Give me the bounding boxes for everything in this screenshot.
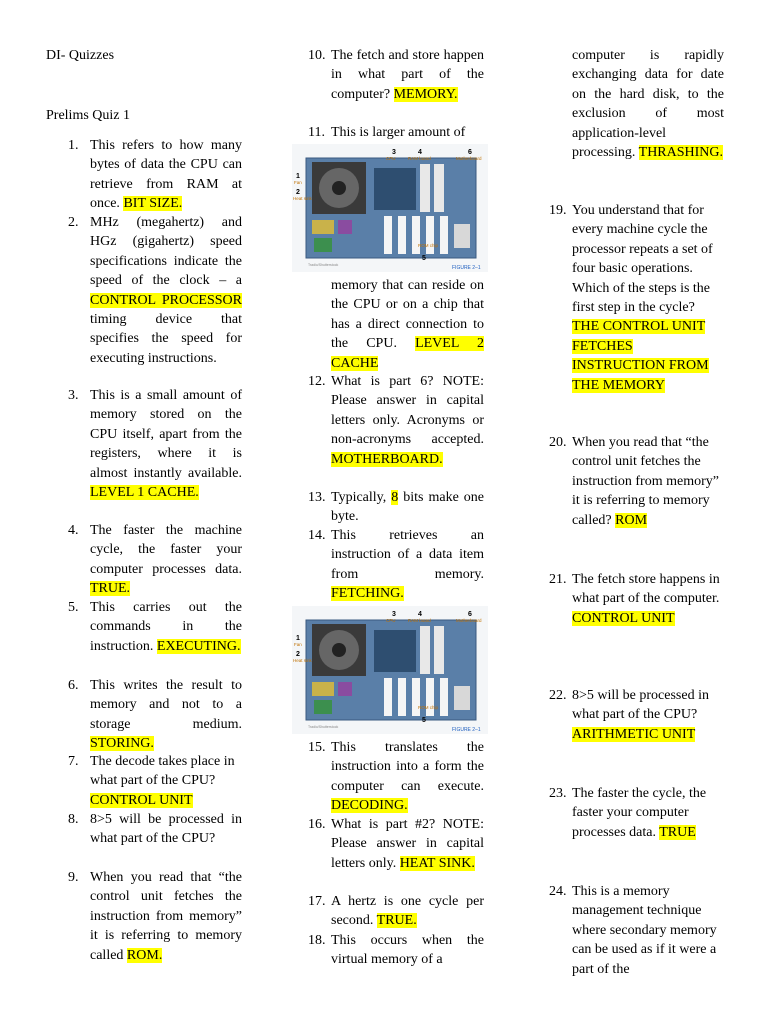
question-text: A hertz is one cycle per second. TRUE. [331,894,484,929]
figure-label: 3 [392,149,396,156]
answer-highlight: MOTHERBOARD. [331,451,443,467]
question-number: 21. [549,572,567,587]
question-number: 9. [68,870,79,885]
question-number: 10. [308,48,326,63]
answer-highlight: CONTROL PROCESSOR [90,292,242,308]
question-number: 11. [308,125,325,140]
question-number: 4. [68,523,79,538]
question-number: 1. [68,138,79,153]
question-text: This is larger amount of [331,125,466,140]
question-number: 23. [549,786,567,801]
question-text: This writes the result to memory and not to a storage medium. STORING. [90,678,242,752]
question-number: 12. [308,374,326,389]
answer-highlight: TRUE. [90,581,131,597]
figure-label: 2 [296,189,300,196]
question-text: The fetch store happens in what part of the computer. CONTROL UNIT [572,572,720,626]
question-text: This retrieves an instruction of a data item from memory. FETCHING. [331,528,484,602]
figure-label: 6 [468,149,472,156]
answer-highlight: THRASHING. [638,145,724,161]
question-number: 18. [308,933,326,948]
question-text: 8>5 will be processed in what part of the CPU? ARITHMETIC UNIT [572,688,709,742]
figure-label: 6 [468,611,472,618]
motherboard-figure [292,144,488,272]
question-text: This is a small amount of memory stored on the CPU itself, apart from the registers, where it is almost instantly available. LEVEL 1 CACHE. [90,388,242,501]
figure-credit: Tradio/Shutterstock [308,725,339,729]
question-text: What is part 6? NOTE: Please answer in capital letters only. Acronyms or non-acronyms accepted. MOTHERBOARD. [331,374,484,467]
figure-caption: FIGURE 2–1 [452,265,481,271]
answer-highlight: THE CONTROL UNIT FETCHES INSTRUCTION FROM THE MEMORY [572,319,709,393]
answer-highlight: STORING. [90,736,154,752]
answer-highlight: FETCHING. [331,586,404,602]
question-text: Typically, 8 bits make one byte. [331,490,485,525]
question-text: memory that can reside on the CPU or on a chip that has a direct connection to the CPU. LEVEL 2 CACHE [331,278,484,371]
answer-highlight: CONTROL UNIT [572,610,675,626]
question-text: This translates the instruction into a form the computer can execute. DECODING. [331,740,484,814]
question-text: You understand that for every machine cycle the processor repeats a set of four basic operations. Which of the steps is the first step in the cycle? THE CONTROL UNIT FETCHES INSTRUCTION FROM THE MEMORY [572,203,713,393]
answer-highlight: LEVEL 2 CACHE [331,336,484,371]
figure-callout: CPU [386,618,396,623]
figure-callout: ROM chip [418,705,439,710]
question-number: 8. [68,812,79,827]
question-number: 14. [308,528,326,543]
question-text: This refers to how many bytes of data the CPU can retrieve from RAM at once. BIT SIZE. [90,138,242,212]
figure-callout: CPU [386,156,396,161]
figure-label: 1 [296,173,300,180]
answer-highlight: ROM [615,512,648,528]
question-number: 22. [549,688,567,703]
figure-callout: Motherboard [456,156,482,161]
question-number: 16. [308,817,326,832]
answer-highlight: TRUE. [376,913,417,929]
answer-highlight: DECODING. [331,798,408,814]
question-number: 19. [549,203,567,218]
figure-label: 4 [418,149,422,156]
question-number: 13. [308,490,326,505]
question-text: What is part #2? NOTE: Please answer in capital letters only. HEAT SINK. [331,817,484,871]
answer-highlight: EXECUTING. [156,638,241,654]
figure-callout: RAM board [408,618,431,623]
motherboard-figure-2 [292,606,488,734]
figure-caption: FIGURE 2–1 [452,727,481,733]
document-title: DI- Quizzes [46,48,115,63]
figure-label: 1 [296,635,300,642]
answer-highlight: BIT SIZE. [123,196,183,212]
answer-highlight: MEMORY. [393,86,458,102]
answer-highlight: TRUE [659,824,696,840]
figure-label: 2 [296,651,300,658]
question-number: 3. [68,388,79,403]
figure-credit: Tradio/Shutterstock [308,263,339,267]
question-text: MHz (megahertz) and HGz (gigahertz) speed specifications indicate the speed of the clock – a CONTROL PROCESSOR timing device that specifies the speed for executing instructions. [90,215,242,366]
answer-highlight: CONTROL UNIT [90,792,193,808]
question-number: 17. [308,894,326,909]
question-number: 7. [68,754,79,769]
question-number: 2. [68,215,79,230]
question-text: When you read that “the control unit fetches the instruction from memory” it is referring to memory called ROM. [90,870,242,963]
figure-callout: RAM board [408,156,431,161]
answer-highlight: 8 [391,490,399,505]
answer-highlight: ARITHMETIC UNIT [572,726,696,742]
figure-label: 4 [418,611,422,618]
question-text: The fetch and store happen in what part of the computer? MEMORY. [331,48,484,102]
question-text: This carries out the commands in the instruction. EXECUTING. [90,600,242,654]
question-text: This occurs when the virtual memory of a [331,933,484,968]
section-heading: Prelims Quiz 1 [46,108,130,123]
question-number: 6. [68,678,79,693]
answer-highlight: ROM. [126,947,163,963]
question-text: The faster the cycle, the faster your computer processes data. TRUE [572,786,707,840]
figure-label: 5 [422,255,426,262]
figure-callout: Fan [294,180,302,185]
question-number: 5. [68,600,79,615]
question-text: When you read that “the control unit fetches the instruction from memory” it is referring to memory called? ROM [572,435,719,528]
figure-callout: Fan [294,642,302,647]
question-text: 8>5 will be processed in what part of the CPU? [90,812,242,847]
question-number: 24. [549,884,567,899]
question-number: 20. [549,435,567,450]
figure-callout: Heat sink [293,196,312,201]
figure-label: 5 [422,717,426,724]
question-text: The decode takes place in what part of the CPU? CONTROL UNIT [90,754,235,808]
figure-callout: Motherboard [456,618,482,623]
figure-callout: ROM chip [418,243,439,248]
question-number: 15. [308,740,326,755]
answer-highlight: HEAT SINK. [399,855,475,871]
question-text: computer is rapidly exchanging data for date on the hard disk, to the exclusion of most application-level processing. THRASHING. [572,48,724,161]
question-text: The faster the machine cycle, the faster your computer processes data. TRUE. [90,523,242,597]
question-text: This is a memory management technique where secondary memory can be used as if it were a part of the [572,884,717,977]
figure-label: 3 [392,611,396,618]
figure-callout: Heat sink [293,658,312,663]
answer-highlight: LEVEL 1 CACHE. [90,485,199,501]
